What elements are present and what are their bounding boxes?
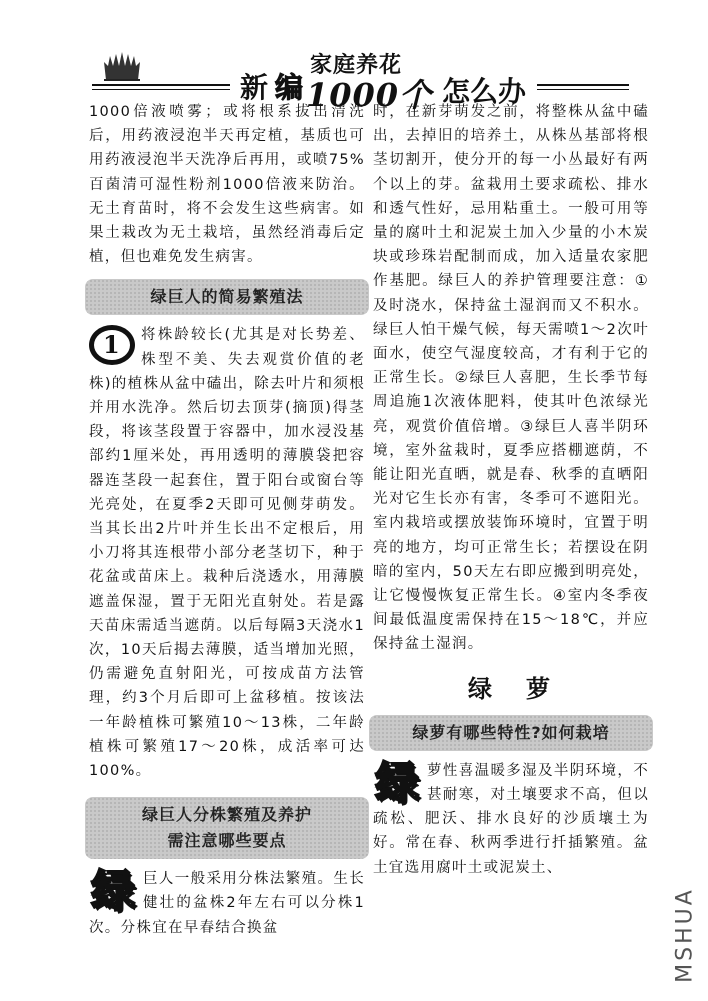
header-title-number: 1000个 — [306, 76, 433, 114]
watermark — [670, 880, 700, 990]
plant-title: 绿萝 — [468, 674, 584, 703]
header-title-suffix: 怎么办 — [442, 75, 527, 108]
numbered-dropcap-icon: 1 — [89, 325, 135, 365]
section1-paragraph: 将株龄较长(尤其是对长势差、株型不美、失去观赏价值的老株)的植株从盆中磕出，除去叶片和须根并用水洗净。然后切去顶芽(摘顶)得茎段，将该茎段置于容器中，加水浸没基部约1厘米处，再用透明的薄膜袋把容器连茎段一起套住，置于阳台或窗台等光亮处，在夏季2天即可见侧芽萌发。当其长出2片叶并生长出不定根后，用小刀将其连根带小部分老茎切下，种于花盆或苗床上。栽种后浇透水，用薄膜遮盖保湿，置于无阳光直射处。若是露天苗床需适当遮荫。以后每隔3天浇水1次，10天后揭去薄膜，适当增加光照，仍需避免直射阳光，可按成苗方法管理，约3个月后即可上盆移植。按该法一年龄植株可繁殖10～13株，二年龄植株可繁殖17～20株，成活率可达100%。 — [89, 327, 365, 780]
watermark-text: MSHUA — [672, 887, 698, 983]
header-title-bian: 编 — [275, 71, 304, 104]
header-title-top: 家庭养花 — [310, 52, 403, 78]
section2-body — [89, 867, 365, 940]
section3-paragraph: 萝性喜温暖多湿及半阴环境，不甚耐寒，对土壤要求不高，但以疏松、肥沃、排水良好的沙质壤土为好。常在春、秋两季进行扦插繁殖。盆土宜选用腐叶土或泥炭土、 — [373, 762, 649, 876]
section-heading-line1: 绿巨人分株繁殖及养护 — [141, 805, 312, 825]
section2-paragraph: 巨人一般采用分株法繁殖。生长健壮的盆株2年左右可以分株1次。分株宜在早春结合换盆 — [89, 871, 365, 936]
header-rule-right-thin — [537, 89, 629, 90]
header-title-new: 新 — [240, 71, 268, 104]
section1-body — [89, 323, 365, 783]
dropcap-glyph: 绿 — [91, 866, 135, 918]
header-rule-right — [537, 84, 629, 86]
left-column — [89, 100, 365, 940]
section-heading-pothos-traits — [369, 715, 653, 751]
section-heading-text: 绿巨人的简易繁殖法 — [150, 287, 304, 307]
right-column — [373, 100, 649, 880]
header-rule-left — [92, 84, 230, 86]
dropcap-glyph: 绿 — [375, 757, 419, 809]
section-heading-line2: 需注意哪些要点 — [167, 831, 287, 851]
section-heading-division-propagation — [85, 797, 369, 859]
section-heading-simple-propagation — [85, 279, 369, 315]
intro-paragraph: 1000倍液喷雾；或将根系拔出清洗后，用药液浸泡半天再定植，基质也可用药液浸泡半天洗净后再用，或喷75%百菌清可湿性粉剂1000倍液来防治。无土育苗时，将不会发生这些病害。如果土栽改为无土栽培，虽然经消毒后定植，但也难免发生病害。 — [89, 104, 365, 266]
header-rule-left-thin — [92, 89, 230, 90]
continuation-paragraph: 时，在新芽萌发之前，将整株从盆中磕出，去掉旧的培养土，从株丛基部将根茎切割开，使分开的每一小丛最好有两个以上的芽。盆栽用土要求疏松、排水和透气性好，忌用粘重土。一般可用等量的腐叶土和泥炭土加入少量的小木炭块或珍珠岩配制而成，加入适量农家肥作基肥。绿巨人的养护管理要注意：①及时浇水，保持盆土湿润而又不积水。绿巨人怕干燥气候，每天需喷1～2次叶面水，使空气湿度较高，才有利于它的正常生长。②绿巨人喜肥，生长季节每周追施1次液体肥料，使其叶色浓绿光亮，观赏价值倍增。③绿巨人喜半阴环境，室外盆栽时，夏季应搭棚遮荫，不能让阳光直晒，就是春、秋季的直晒阳光对它生长亦有害，冬季可不遮阳光。室内栽培或摆放装饰环境时，宜置于明亮的地方，均可正常生长；若摆设在阴暗的室内，50天左右即应搬到明亮处，让它慢慢恢复正常生长。④室内冬季夜间最低温度需保持在15～18℃，并应保持盆土湿润。 — [373, 104, 649, 653]
flower-basket-logo-icon — [100, 52, 144, 82]
section3-body — [373, 759, 649, 880]
section-heading-text: 绿萝有哪些特性?如何栽培 — [412, 722, 610, 742]
page-header — [92, 48, 644, 114]
